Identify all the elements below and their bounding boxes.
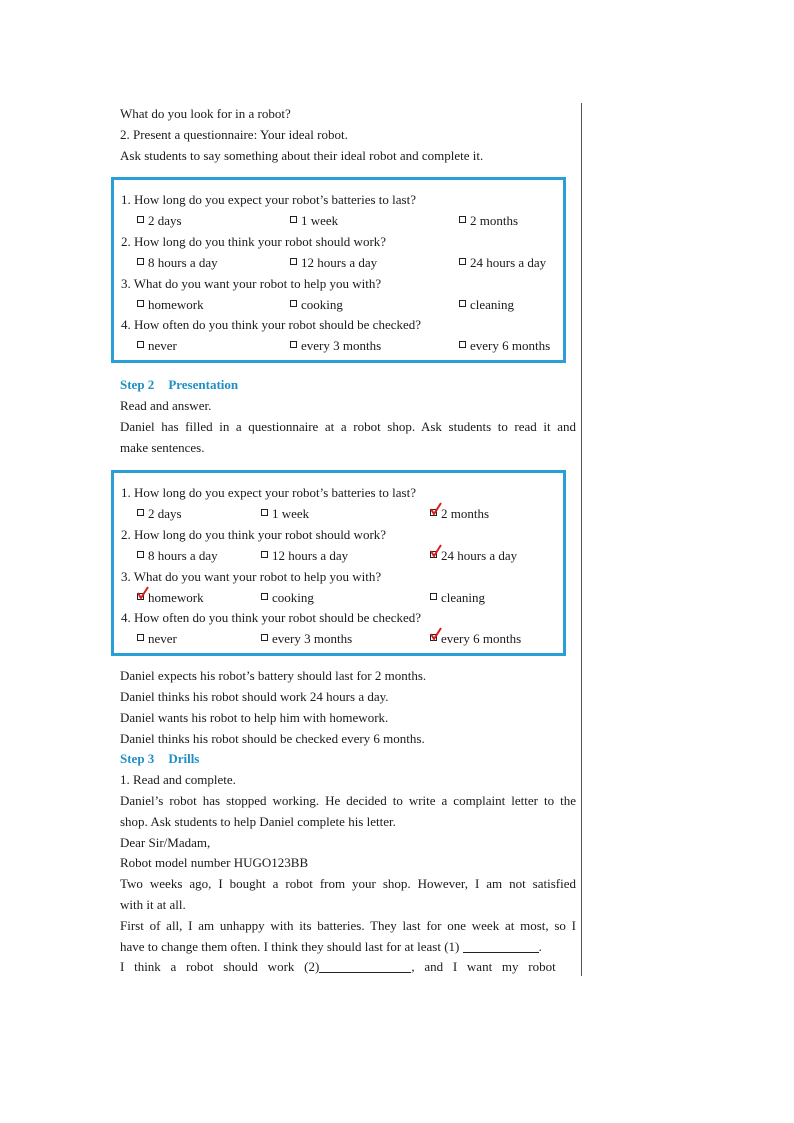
question-4: 4. How often do you think your robot should be checked? <box>121 610 422 625</box>
intro-instruction: Ask students to say something about their ideal robot and complete it. <box>120 148 484 163</box>
question-2: 2. How long do you think your robot should work? <box>121 527 387 542</box>
option-8-hours[interactable]: 8 hours a day <box>137 254 218 272</box>
tick-icon <box>137 586 149 600</box>
step-3-instruction: 1. Read and complete. <box>120 772 236 787</box>
option-8-hours[interactable]: 8 hours a day <box>137 547 218 565</box>
checkbox-icon[interactable] <box>290 216 297 223</box>
letter-model-number: Robot model number HUGO123BB <box>120 855 309 870</box>
sentence: Daniel thinks his robot should be checked every 6 months. <box>120 731 425 746</box>
question-3: 3. What do you want your robot to help you with? <box>121 276 382 291</box>
option-never[interactable]: never <box>137 630 177 648</box>
tick-icon <box>430 627 442 641</box>
option-12-hours[interactable]: 12 hours a day <box>290 254 377 272</box>
option-2-days[interactable]: 2 days <box>137 505 182 523</box>
option-every-6-months[interactable]: every 6 months <box>459 337 550 355</box>
questionnaire-blank <box>111 177 566 363</box>
checkbox-icon[interactable] <box>137 634 144 641</box>
option-cooking[interactable]: cooking <box>290 296 343 314</box>
option-2-months[interactable]: 2 months <box>430 505 489 523</box>
letter-text-line: have to change them often. I think they should last for at least (1) . <box>120 939 542 954</box>
question-4: 4. How often do you think your robot should be checked? <box>121 317 422 332</box>
step-2-text-line: make sentences. <box>120 440 205 455</box>
column-divider <box>581 103 582 976</box>
question-1: 1. How long do you expect your robot’s batteries to last? <box>121 485 416 500</box>
sentence: Daniel expects his robot’s battery should last for 2 months. <box>120 668 427 683</box>
sentence: Daniel wants his robot to help him with homework. <box>120 710 389 725</box>
option-never[interactable]: never <box>137 337 177 355</box>
option-cooking[interactable]: cooking <box>261 589 314 607</box>
step-2-text-line: Daniel has filled in a questionnaire at a robot shop. Ask students to read it and <box>120 419 576 434</box>
checkbox-icon[interactable] <box>261 593 268 600</box>
checkbox-icon[interactable] <box>137 509 144 516</box>
checkbox-icon[interactable] <box>261 509 268 516</box>
answer-blank-1[interactable] <box>463 940 539 953</box>
checkbox-icon[interactable] <box>290 341 297 348</box>
letter-greeting: Dear Sir/Madam, <box>120 835 211 850</box>
checkbox-icon[interactable] <box>459 341 466 348</box>
intro-question: What do you look for in a robot? <box>120 106 291 121</box>
question-1: 1. How long do you expect your robot’s batteries to last? <box>121 192 416 207</box>
checkbox-checked-icon[interactable] <box>430 509 437 516</box>
tick-icon <box>430 544 442 558</box>
option-every-3-months[interactable]: every 3 months <box>261 630 352 648</box>
checkbox-icon[interactable] <box>261 634 268 641</box>
question-3: 3. What do you want your robot to help you with? <box>121 569 382 584</box>
sentence: Daniel thinks his robot should work 24 hours a day. <box>120 689 389 704</box>
letter-text-line: with it at all. <box>120 897 186 912</box>
checkbox-icon[interactable] <box>430 593 437 600</box>
intro-step: 2. Present a questionnaire: Your ideal robot. <box>120 127 348 142</box>
option-homework[interactable]: homework <box>137 589 204 607</box>
checkbox-icon[interactable] <box>137 341 144 348</box>
step-2-instruction: Read and answer. <box>120 398 212 413</box>
option-2-months[interactable]: 2 months <box>459 212 518 230</box>
option-12-hours[interactable]: 12 hours a day <box>261 547 348 565</box>
checkbox-icon[interactable] <box>137 258 144 265</box>
option-2-days[interactable]: 2 days <box>137 212 182 230</box>
option-every-6-months[interactable]: every 6 months <box>430 630 521 648</box>
checkbox-icon[interactable] <box>290 258 297 265</box>
letter-text-line: I think a robot should work (2) , and I want my robot <box>120 959 556 974</box>
option-1-week[interactable]: 1 week <box>261 505 309 523</box>
checkbox-icon[interactable] <box>137 551 144 558</box>
letter-text-line: First of all, I am unhappy with its batteries. They last for one week at most, so I <box>120 918 576 933</box>
checkbox-icon[interactable] <box>459 258 466 265</box>
step-3-text-line: shop. Ask students to help Daniel complete his letter. <box>120 814 396 829</box>
option-homework[interactable]: homework <box>137 296 204 314</box>
question-2: 2. How long do you think your robot should work? <box>121 234 387 249</box>
letter-text-line: Two weeks ago, I bought a robot from your shop. However, I am not satisfied <box>120 876 576 891</box>
checkbox-icon[interactable] <box>261 551 268 558</box>
checkbox-icon[interactable] <box>137 300 144 307</box>
option-every-3-months[interactable]: every 3 months <box>290 337 381 355</box>
option-24-hours[interactable]: 24 hours a day <box>459 254 546 272</box>
step-3-heading: Step 3 Drills <box>120 751 200 766</box>
step-2-heading: Step 2 Presentation <box>120 377 239 392</box>
option-cleaning[interactable]: cleaning <box>459 296 514 314</box>
checkbox-icon[interactable] <box>459 300 466 307</box>
option-24-hours[interactable]: 24 hours a day <box>430 547 517 565</box>
checkbox-icon[interactable] <box>459 216 466 223</box>
checkbox-icon[interactable] <box>137 216 144 223</box>
checkbox-icon[interactable] <box>290 300 297 307</box>
checkbox-checked-icon[interactable] <box>430 551 437 558</box>
checkbox-checked-icon[interactable] <box>137 593 144 600</box>
option-cleaning[interactable]: cleaning <box>430 589 485 607</box>
questionnaire-filled <box>111 470 566 656</box>
step-3-text-line: Daniel’s robot has stopped working. He decided to write a complaint letter to the <box>120 793 576 808</box>
checkbox-checked-icon[interactable] <box>430 634 437 641</box>
option-1-week[interactable]: 1 week <box>290 212 338 230</box>
answer-blank-2[interactable] <box>319 960 411 973</box>
tick-icon <box>430 502 442 516</box>
